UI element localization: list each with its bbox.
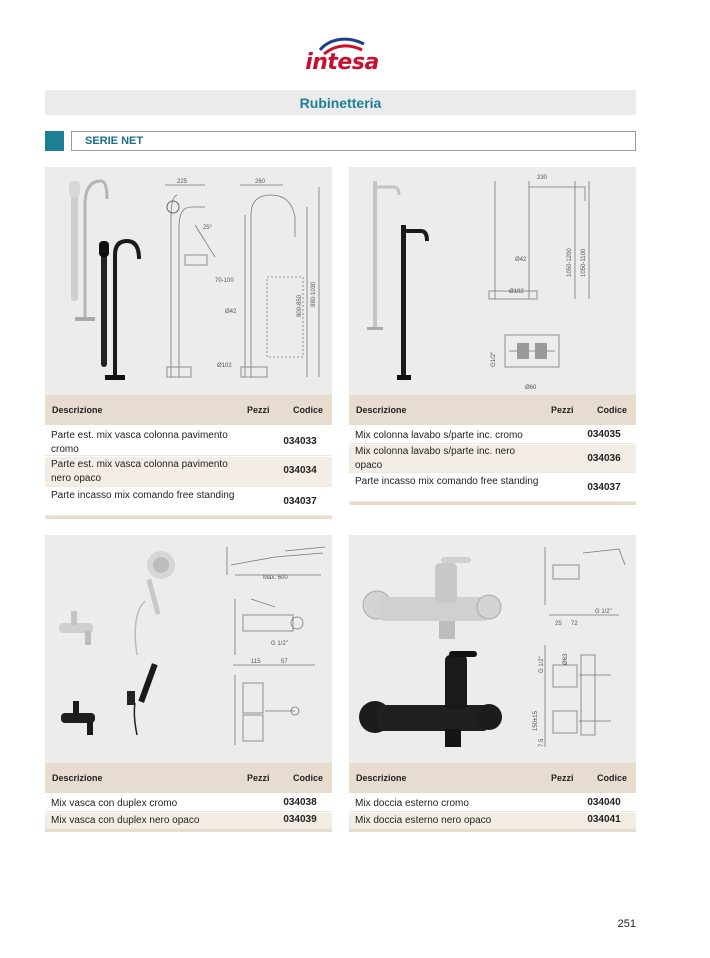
svg-text:Ø102: Ø102 xyxy=(509,289,524,295)
row-description: Mix vasca con duplex cromo xyxy=(51,798,178,809)
table-end-rule xyxy=(349,829,636,832)
svg-text:25°: 25° xyxy=(203,225,213,231)
product-image-1 xyxy=(45,167,332,395)
svg-text:Ø42: Ø42 xyxy=(225,309,237,315)
table-header xyxy=(349,395,636,425)
table-row xyxy=(45,428,332,456)
col-pieces: Pezzi xyxy=(551,773,574,783)
row-code: 034036 xyxy=(587,453,621,464)
table-row xyxy=(349,445,636,473)
row-code: 034038 xyxy=(283,797,317,808)
row-description: Mix doccia esterno nero opaco xyxy=(355,815,492,826)
col-pieces: Pezzi xyxy=(551,405,574,415)
svg-text:57: 57 xyxy=(281,659,288,665)
svg-text:70-100: 70-100 xyxy=(215,278,234,284)
row-description: Parte incasso mix comando free standing xyxy=(51,490,235,501)
table-row xyxy=(45,488,332,516)
row-code: 034037 xyxy=(283,496,317,507)
table-header xyxy=(45,763,332,793)
floor-bath-mixer-illustration xyxy=(45,167,332,395)
svg-text:72: 72 xyxy=(571,621,578,627)
series-label: SERIE NET xyxy=(71,131,636,151)
row-description: Mix vasca con duplex nero opaco xyxy=(51,815,200,826)
svg-text:G 1/2": G 1/2" xyxy=(595,609,612,615)
table-row xyxy=(45,813,332,829)
svg-text:260: 260 xyxy=(255,179,266,185)
floor-basin-mixer-illustration xyxy=(349,167,636,395)
table-row xyxy=(349,813,636,829)
svg-text:230: 230 xyxy=(537,175,548,181)
svg-text:Ø63: Ø63 xyxy=(563,653,569,665)
row-description: Mix colonna lavabo s/parte inc. nero opaco xyxy=(355,446,516,471)
table-row xyxy=(349,796,636,812)
svg-text:Ø42: Ø42 xyxy=(515,257,527,263)
svg-text:Ø102: Ø102 xyxy=(217,363,232,369)
page-number: 251 xyxy=(617,918,636,930)
table-row xyxy=(45,796,332,812)
table-row xyxy=(349,474,636,502)
row-code: 034034 xyxy=(283,465,317,476)
table-end-rule xyxy=(349,502,636,505)
svg-text:7.5: 7.5 xyxy=(539,738,545,747)
table-header xyxy=(45,395,332,425)
brand-name: intesa xyxy=(305,50,379,75)
row-code: 034035 xyxy=(587,429,621,440)
svg-text:25: 25 xyxy=(555,621,562,627)
col-code: Codice xyxy=(293,773,324,783)
product-image-4 xyxy=(349,535,636,763)
svg-text:115: 115 xyxy=(251,659,261,665)
series-marker xyxy=(45,131,64,151)
svg-text:G 1/2": G 1/2" xyxy=(271,641,288,647)
svg-text:980-1030: 980-1030 xyxy=(311,281,317,307)
col-code: Codice xyxy=(597,405,628,415)
row-description: Mix colonna lavabo s/parte inc. cromo xyxy=(355,430,523,441)
col-description: Descrizione xyxy=(52,405,103,415)
row-description: Mix doccia esterno cromo xyxy=(355,798,469,809)
table-end-rule xyxy=(45,516,332,519)
col-pieces: Pezzi xyxy=(247,773,270,783)
product-image-2 xyxy=(349,167,636,395)
col-description: Descrizione xyxy=(52,773,103,783)
col-pieces: Pezzi xyxy=(247,405,270,415)
row-description: Parte est. mix vasca colonna pavimento nero opaco xyxy=(51,459,228,484)
svg-text:1050-1100: 1050-1100 xyxy=(581,248,587,277)
row-code: 034039 xyxy=(283,814,317,825)
bath-duplex-illustration xyxy=(45,535,332,763)
table-row xyxy=(349,428,636,444)
svg-text:150±15: 150±15 xyxy=(533,711,539,731)
col-description: Descrizione xyxy=(356,405,407,415)
table-header xyxy=(349,763,636,793)
col-description: Descrizione xyxy=(356,773,407,783)
row-code: 034033 xyxy=(283,436,317,447)
svg-text:225: 225 xyxy=(177,179,188,185)
svg-text:1050-1200: 1050-1200 xyxy=(567,248,573,277)
svg-text:G1/2": G1/2" xyxy=(491,351,497,367)
col-code: Codice xyxy=(293,405,324,415)
svg-text:Ø60: Ø60 xyxy=(525,385,537,391)
svg-text:Max. 600: Max. 600 xyxy=(263,575,288,581)
product-image-3 xyxy=(45,535,332,763)
shower-mixer-illustration xyxy=(349,535,636,763)
brand-logo xyxy=(300,36,384,82)
row-description: Parte est. mix vasca colonna pavimento cromo xyxy=(51,430,228,455)
row-code: 034041 xyxy=(587,814,621,825)
svg-text:800-850: 800-850 xyxy=(297,294,303,317)
col-code: Codice xyxy=(597,773,628,783)
row-description: Parte incasso mix comando free standing xyxy=(355,476,539,487)
page-title: Rubinetteria xyxy=(45,90,636,115)
table-row xyxy=(45,457,332,487)
svg-text:G 1/2": G 1/2" xyxy=(539,656,545,673)
table-end-rule xyxy=(45,829,332,832)
row-code: 034040 xyxy=(587,797,621,808)
row-code: 034037 xyxy=(587,482,621,493)
